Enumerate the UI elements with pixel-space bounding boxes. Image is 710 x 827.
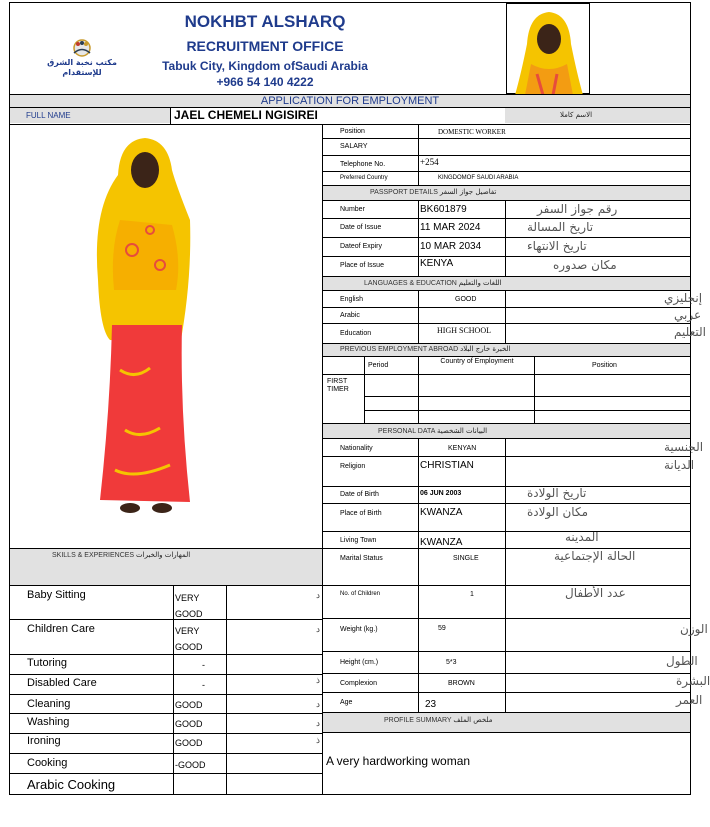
nationality-label: Nationality bbox=[340, 445, 373, 452]
pob-ar: مكان الولادة bbox=[527, 505, 589, 519]
passport-title-ar: تفاصيل جواز السفر bbox=[439, 188, 497, 196]
passport-title-en: PASSPORT DETAILS bbox=[370, 189, 438, 196]
height-value: 5*3 bbox=[446, 659, 457, 666]
profile-text: A very hardworking woman bbox=[326, 754, 471, 768]
skill-disabled-care: Disabled Care bbox=[27, 677, 97, 689]
complexion-ar: البشرة bbox=[676, 674, 710, 688]
place-of-issue-ar: مكان صدوره bbox=[553, 258, 617, 272]
skill-ironing: Ironing bbox=[27, 735, 61, 747]
skill-mark: ذ bbox=[316, 735, 321, 745]
skill-cleaning-level: GOOD bbox=[175, 700, 203, 710]
skill-baby-sitting-level: VERY GOOD bbox=[175, 593, 203, 619]
skill-tutoring-level: - bbox=[202, 660, 205, 670]
passport-title bbox=[370, 188, 496, 196]
employment-col-period: Period bbox=[368, 362, 389, 369]
nationality-value: KENYAN bbox=[448, 445, 477, 452]
skills-title-en: SKILLS & EXPERIENCES bbox=[52, 552, 135, 559]
religion-ar: الديانة bbox=[664, 458, 695, 472]
company-name: NOKHBT ALSHARQ bbox=[184, 12, 346, 31]
employment-title bbox=[340, 345, 511, 353]
complexion-value: BROWN bbox=[448, 680, 475, 687]
languages-title bbox=[364, 279, 502, 287]
height-ar: الطول bbox=[666, 654, 698, 668]
date-of-expiry-ar: تاريخ الانتهاء bbox=[527, 239, 587, 253]
children-value: 1 bbox=[470, 591, 474, 598]
full-name-ar: الاسم كاملا bbox=[560, 111, 593, 119]
skill-mark: د bbox=[316, 624, 321, 634]
education-value: HIGH SCHOOL bbox=[437, 326, 491, 335]
skill-washing: Washing bbox=[27, 716, 70, 728]
skill-mark: د bbox=[316, 699, 321, 709]
office-location: Tabuk City, Kingdom ofSaudi Arabia bbox=[162, 59, 368, 73]
languages-title-ar: اللغات والتعليم bbox=[458, 279, 502, 287]
religion-label: Religion bbox=[340, 463, 366, 470]
pob-label: Place of Birth bbox=[340, 510, 382, 517]
skill-washing-level: GOOD bbox=[175, 719, 203, 729]
telephone-label: Telephone No. bbox=[340, 161, 386, 168]
living-town-value: KWANZA bbox=[420, 537, 463, 548]
skill-cooking: Cooking bbox=[27, 757, 68, 769]
education-label: Education bbox=[340, 330, 372, 337]
telephone-value: +254 bbox=[420, 157, 439, 167]
skills-title-ar: المهارات والخبرات bbox=[136, 551, 191, 559]
dob-value: 06 JUN 2003 bbox=[420, 490, 462, 497]
personal-title bbox=[378, 427, 487, 435]
employment-col-country: Country of Employment bbox=[440, 358, 514, 365]
skill-disabled-care-level: - bbox=[202, 680, 205, 690]
office-name: RECRUITMENT OFFICE bbox=[186, 38, 344, 54]
skill-arabic-cooking: Arabic Cooking bbox=[27, 777, 116, 792]
applicant-photo-full bbox=[80, 130, 210, 520]
weight-value: 59 bbox=[438, 625, 446, 632]
date-of-issue-label: Date of Issue bbox=[340, 224, 382, 231]
country-label: Preferred Country bbox=[340, 175, 388, 181]
education-ar: التعليم bbox=[674, 325, 706, 339]
employment-title-ar: الخبرة خارج البلاد bbox=[460, 345, 511, 353]
skill-baby-sitting: Baby Sitting bbox=[27, 589, 86, 601]
age-value: 23 bbox=[425, 699, 437, 710]
complexion-label: Complexion bbox=[340, 680, 377, 687]
passport-number-value: BK601879 bbox=[420, 204, 467, 215]
age-ar: العمر bbox=[676, 693, 703, 707]
english-label: English bbox=[340, 296, 363, 303]
skill-tutoring: Tutoring bbox=[27, 657, 67, 669]
english-value: GOOD bbox=[455, 296, 477, 303]
profile-title-ar: ملخص الملف bbox=[453, 716, 493, 724]
country-value: KINGDOMOF SAUDI ARABIA bbox=[438, 175, 519, 181]
date-of-expiry-label: Dateof Expiry bbox=[340, 243, 383, 250]
profile-title-en: PROFILE SUMMARY bbox=[384, 717, 452, 724]
skill-cooking-level: -GOOD bbox=[175, 760, 206, 770]
pob-value: KWANZA bbox=[420, 507, 463, 518]
english-ar: إنجليزي bbox=[664, 291, 703, 305]
arabic-label: Arabic bbox=[340, 312, 360, 319]
age-label: Age bbox=[340, 699, 353, 706]
living-town-label: Living Town bbox=[340, 537, 377, 544]
logo-text: مكتب نخبة الشرق للإستقدام bbox=[47, 58, 117, 77]
profile-title bbox=[384, 716, 492, 724]
passport-number-label: Number bbox=[340, 206, 365, 213]
living-town-ar: المدينه bbox=[565, 530, 599, 544]
marital-status-label: Marital Status bbox=[340, 555, 383, 562]
date-of-expiry-value: 10 MAR 2034 bbox=[420, 241, 482, 252]
applicant-photo-small bbox=[506, 3, 590, 94]
skill-mark: د bbox=[316, 718, 321, 728]
dob-ar: تاريخ الولادة bbox=[527, 486, 587, 500]
marital-status-value: SINGLE bbox=[453, 555, 479, 562]
personal-title-en: PERSONAL DATA bbox=[378, 428, 436, 435]
dob-label: Date of Birth bbox=[340, 491, 379, 498]
employment-col-position: Position bbox=[592, 362, 617, 369]
place-of-issue-label: Place of Issue bbox=[340, 262, 384, 269]
full-name-value: JAEL CHEMELI NGISIREI bbox=[174, 108, 318, 122]
employment-title-en: PREVIOUS EMPLOYMENT ABROAD bbox=[340, 346, 459, 353]
arabic-ar: عربي bbox=[674, 308, 702, 322]
nationality-ar: الجنسية bbox=[664, 440, 704, 454]
skill-cleaning: Cleaning bbox=[27, 698, 71, 710]
first-timer: FIRST TIMER bbox=[327, 378, 349, 393]
company-logo bbox=[40, 38, 124, 86]
skill-mark: ذ bbox=[316, 675, 321, 685]
religion-value: CHRISTIAN bbox=[420, 460, 474, 471]
form-title: APPLICATION FOR EMPLOYMENT bbox=[10, 95, 690, 107]
date-of-issue-value: 11 MAR 2024 bbox=[420, 222, 481, 233]
position-value: DOMESTIC WORKER bbox=[438, 128, 506, 136]
full-name-label: FULL NAME bbox=[26, 111, 71, 120]
date-of-issue-ar: تاريخ المسالة bbox=[527, 220, 594, 234]
position-label: Position bbox=[340, 128, 365, 135]
weight-ar: الوزن bbox=[680, 622, 708, 636]
salary-label: SALARY bbox=[340, 143, 368, 150]
personal-title-ar: البيانات الشخصية bbox=[437, 427, 488, 435]
marital-status-ar: الحالة الإجتماعية bbox=[554, 549, 636, 563]
weight-label: Weight (kg.) bbox=[340, 626, 378, 633]
skill-children-care: Children Care bbox=[27, 623, 95, 635]
skill-ironing-level: GOOD bbox=[175, 738, 203, 748]
height-label: Height (cm.) bbox=[340, 659, 379, 666]
children-ar: عدد الأطفال bbox=[565, 586, 626, 600]
office-phone: +966 54 140 4222 bbox=[216, 75, 314, 89]
children-label: No. of Children bbox=[340, 591, 381, 597]
skills-title bbox=[52, 551, 190, 559]
passport-number-ar: رقم جواز السفر bbox=[537, 202, 618, 216]
skill-mark: د bbox=[316, 590, 321, 600]
languages-title-en: LANGUAGES & EDUCATION bbox=[364, 280, 457, 287]
place-of-issue-value: KENYA bbox=[420, 258, 454, 269]
skill-children-care-level: VERY GOOD bbox=[175, 626, 203, 652]
